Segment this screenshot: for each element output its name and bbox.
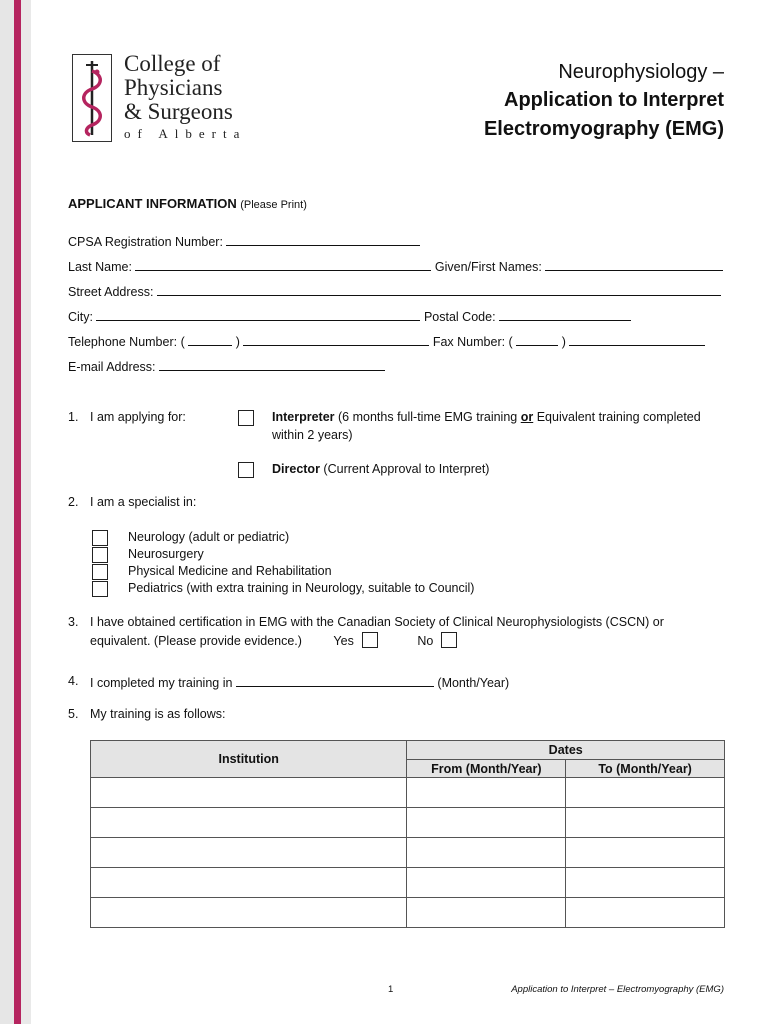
street-label: Street Address: [68, 285, 154, 299]
interpreter-desc-c: within 2 years) [272, 428, 353, 442]
registration-row [68, 233, 420, 249]
q1-label: I am applying for: [90, 410, 186, 424]
brand-line1: College of [124, 51, 221, 76]
city-label: City: [68, 310, 93, 324]
applicant-heading: APPLICANT INFORMATION [68, 196, 237, 211]
title-line2: Application to Interpret [504, 89, 724, 111]
email-row [68, 358, 385, 374]
to-cell[interactable] [566, 778, 725, 808]
institution-cell[interactable] [91, 778, 407, 808]
city-field[interactable] [96, 308, 420, 321]
table-row [91, 868, 725, 898]
brand-line3: & Surgeons [124, 99, 233, 124]
q4-number: 4. [68, 674, 79, 688]
q4-row [90, 674, 509, 690]
from-cell[interactable] [407, 838, 566, 868]
to-cell[interactable] [566, 868, 725, 898]
q4-suffix: (Month/Year) [437, 676, 510, 690]
q1-option-director [272, 462, 489, 476]
institution-cell[interactable] [91, 898, 407, 928]
from-cell[interactable] [407, 808, 566, 838]
table-row [91, 838, 725, 868]
interpreter-or: or [520, 410, 534, 424]
from-cell[interactable] [407, 898, 566, 928]
telephone-area-field[interactable] [188, 333, 232, 346]
registration-field[interactable] [226, 233, 420, 246]
applicant-heading-row [68, 196, 307, 211]
q2-number: 2. [68, 495, 79, 509]
yes-label: Yes [333, 634, 354, 648]
director-label: Director [272, 462, 320, 476]
no-label: No [417, 634, 434, 648]
given-name-field[interactable] [545, 258, 723, 271]
street-row [68, 283, 721, 299]
q3-line2: equivalent. (Please provide evidence.) [90, 634, 302, 648]
q5-number: 5. [68, 707, 79, 721]
fax-label: Fax Number: ( [432, 335, 513, 349]
interpreter-desc-b: Equivalent training completed [536, 410, 701, 424]
to-header: To (Month/Year) [566, 760, 725, 778]
telephone-label: Telephone Number: ( [68, 335, 185, 349]
dates-header: Dates [407, 741, 725, 760]
email-field[interactable] [159, 358, 385, 371]
specialty-option: Neurology (adult or pediatric) [128, 530, 290, 544]
title-line3: Electromyography (EMG) [483, 118, 724, 140]
institution-cell[interactable] [91, 808, 407, 838]
interpreter-desc-a: (6 months full-time EMG training [338, 410, 518, 424]
accent-stripe [14, 0, 21, 1024]
interpreter-checkbox[interactable] [238, 410, 254, 426]
q1-option-interpreter [272, 410, 701, 424]
left-margin-stripe [0, 0, 14, 1024]
pediatrics-checkbox[interactable] [92, 581, 108, 597]
training-table [90, 740, 725, 928]
interpreter-label: Interpreter [272, 410, 335, 424]
telephone-paren: ) [235, 335, 240, 349]
table-row [91, 778, 725, 808]
brand-line2: Physicians [124, 75, 223, 100]
logo-emblem [72, 54, 112, 142]
fax-field[interactable] [569, 333, 705, 346]
title-line1: Neurophysiology – [558, 61, 724, 83]
city-row [68, 308, 631, 324]
name-row [68, 258, 723, 274]
postal-label: Postal Code: [423, 310, 496, 324]
document-title [484, 58, 724, 144]
specialty-option: Neurosurgery [128, 547, 204, 561]
last-name-field[interactable] [135, 258, 431, 271]
specialty-option: Pediatrics (with extra training in Neurology, suitable to Council) [128, 581, 475, 595]
registration-label: CPSA Registration Number: [68, 235, 223, 249]
from-cell[interactable] [407, 868, 566, 898]
fax-area-field[interactable] [516, 333, 558, 346]
table-row [91, 898, 725, 928]
institution-cell[interactable] [91, 838, 407, 868]
no-checkbox[interactable] [441, 632, 457, 648]
from-header: From (Month/Year) [407, 760, 566, 778]
specialty-option: Physical Medicine and Rehabilitation [128, 564, 332, 578]
director-checkbox[interactable] [238, 462, 254, 478]
brand-line4: of Alberta [124, 126, 247, 141]
physical-medicine-checkbox[interactable] [92, 564, 108, 580]
table-row [91, 808, 725, 838]
director-desc: (Current Approval to Interpret) [323, 462, 490, 476]
phone-row [68, 333, 705, 349]
yes-checkbox[interactable] [362, 632, 378, 648]
caduceus-icon [73, 55, 111, 141]
postal-field[interactable] [499, 308, 631, 321]
institution-cell[interactable] [91, 868, 407, 898]
neurosurgery-checkbox[interactable] [92, 547, 108, 563]
q2-label: I am a specialist in: [90, 495, 197, 509]
email-label: E-mail Address: [68, 360, 156, 374]
fax-paren: ) [561, 335, 566, 349]
from-cell[interactable] [407, 778, 566, 808]
page-number: 1 [388, 984, 394, 995]
q3-number: 3. [68, 615, 79, 629]
telephone-field[interactable] [243, 333, 429, 346]
training-completed-field[interactable] [236, 674, 434, 687]
q5-label: My training is as follows: [90, 707, 226, 721]
brand-wordmark [124, 52, 246, 142]
q3-line1: I have obtained certification in EMG with the Canadian Society of Clinical Neurophysiologists (CSCN) or [90, 615, 664, 629]
last-name-label: Last Name: [68, 260, 132, 274]
footer-doc-title: Application to Interpret – Electromyography (EMG) [511, 984, 724, 995]
institution-header: Institution [91, 741, 407, 778]
q3-line2-row [90, 632, 457, 648]
to-cell[interactable] [566, 808, 725, 838]
q1-number: 1. [68, 410, 79, 424]
street-field[interactable] [157, 283, 721, 296]
q4-label: I completed my training in [90, 676, 233, 690]
to-cell[interactable] [566, 898, 725, 928]
left-margin-stripe-inner [21, 0, 31, 1024]
applicant-heading-note: (Please Print) [240, 199, 307, 211]
given-name-label: Given/First Names: [434, 260, 542, 274]
neurology-checkbox[interactable] [92, 530, 108, 546]
to-cell[interactable] [566, 838, 725, 868]
